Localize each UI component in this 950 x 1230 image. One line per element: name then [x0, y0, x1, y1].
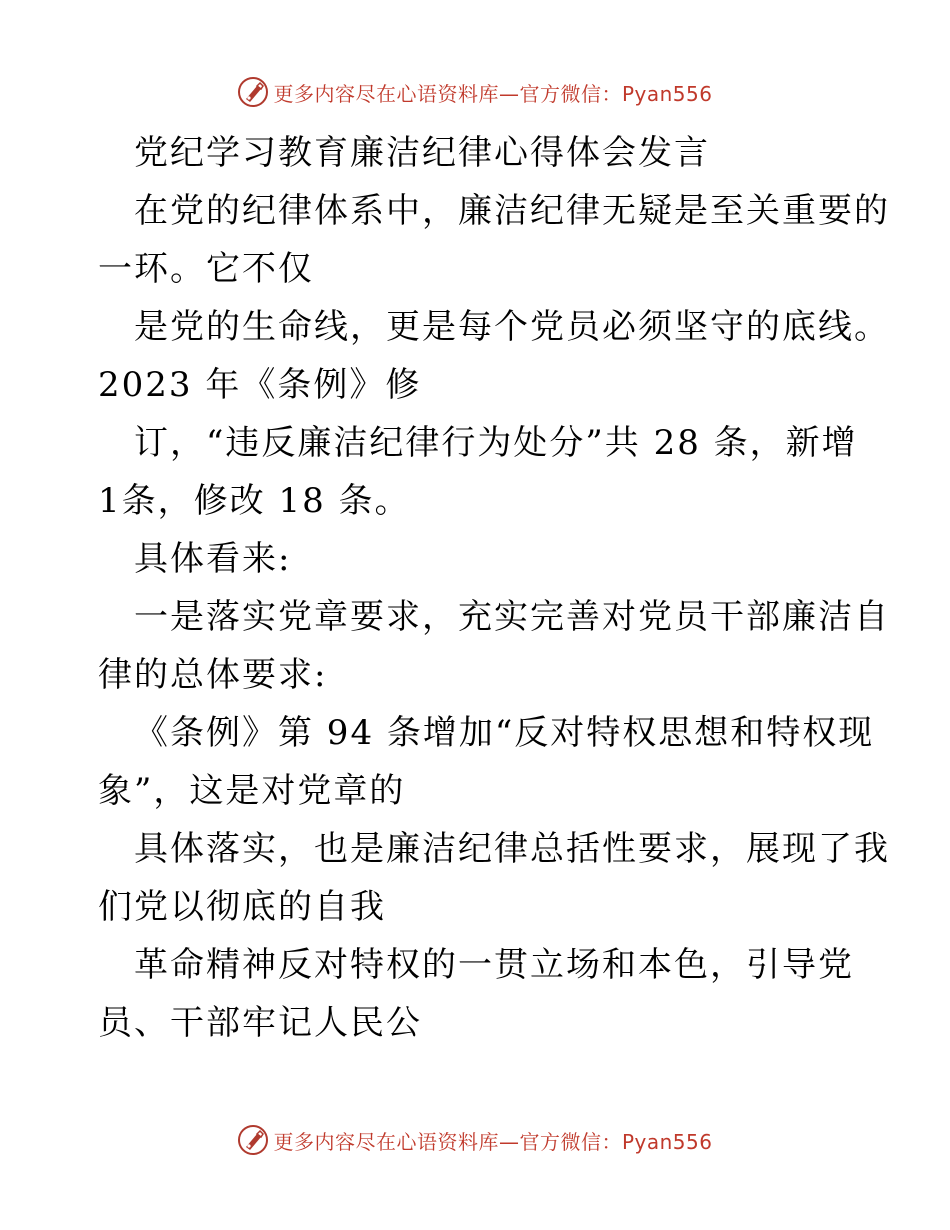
- paragraph-line: 2023 年《条例》修: [98, 365, 422, 405]
- paragraph-line: 员、干部牢记人民公: [98, 1003, 422, 1043]
- paragraph-line: 一是落实党章要求，充实完善对党员干部廉洁自: [134, 597, 890, 637]
- document-title: 党纪学习教育廉洁纪律心得体会发言: [134, 133, 710, 173]
- pen-nib-logo-icon: [237, 76, 269, 108]
- paragraph-line: 订，“违反廉洁纪律行为处分”共 28 条，新增: [134, 423, 858, 463]
- paragraph-line: 具体看来:: [134, 539, 292, 579]
- document-body: [98, 124, 890, 1052]
- paragraph-line: 在党的纪律体系中，廉洁纪律无疑是至关重要的: [134, 191, 890, 231]
- paragraph-line: 律的总体要求:: [98, 655, 328, 695]
- paragraph-line: 象”，这是对党章的: [98, 771, 406, 811]
- paragraph-line: 一环。它不仅: [98, 249, 314, 289]
- paragraph-line: 革命精神反对特权的一贯立场和本色，引导党: [134, 945, 854, 985]
- pen-nib-logo-icon: [237, 1124, 269, 1156]
- paragraph-line: 《条例》第 94 条增加“反对特权思想和特权现: [134, 713, 875, 753]
- footer-banner: [0, 1120, 950, 1160]
- paragraph-line: 们党以彻底的自我: [98, 887, 386, 927]
- header-banner: [0, 72, 950, 112]
- paragraph-line: 1条，修改 18 条。: [98, 481, 411, 521]
- paragraph-line: 具体落实，也是廉洁纪律总括性要求，展现了我: [134, 829, 890, 869]
- header-banner-text: 更多内容尽在心语资料库—官方微信：Pyan556: [273, 81, 713, 106]
- footer-banner-text: 更多内容尽在心语资料库—官方微信：Pyan556: [273, 1129, 713, 1154]
- paragraph-line: 是党的生命线，更是每个党员必须坚守的底线。: [134, 307, 890, 347]
